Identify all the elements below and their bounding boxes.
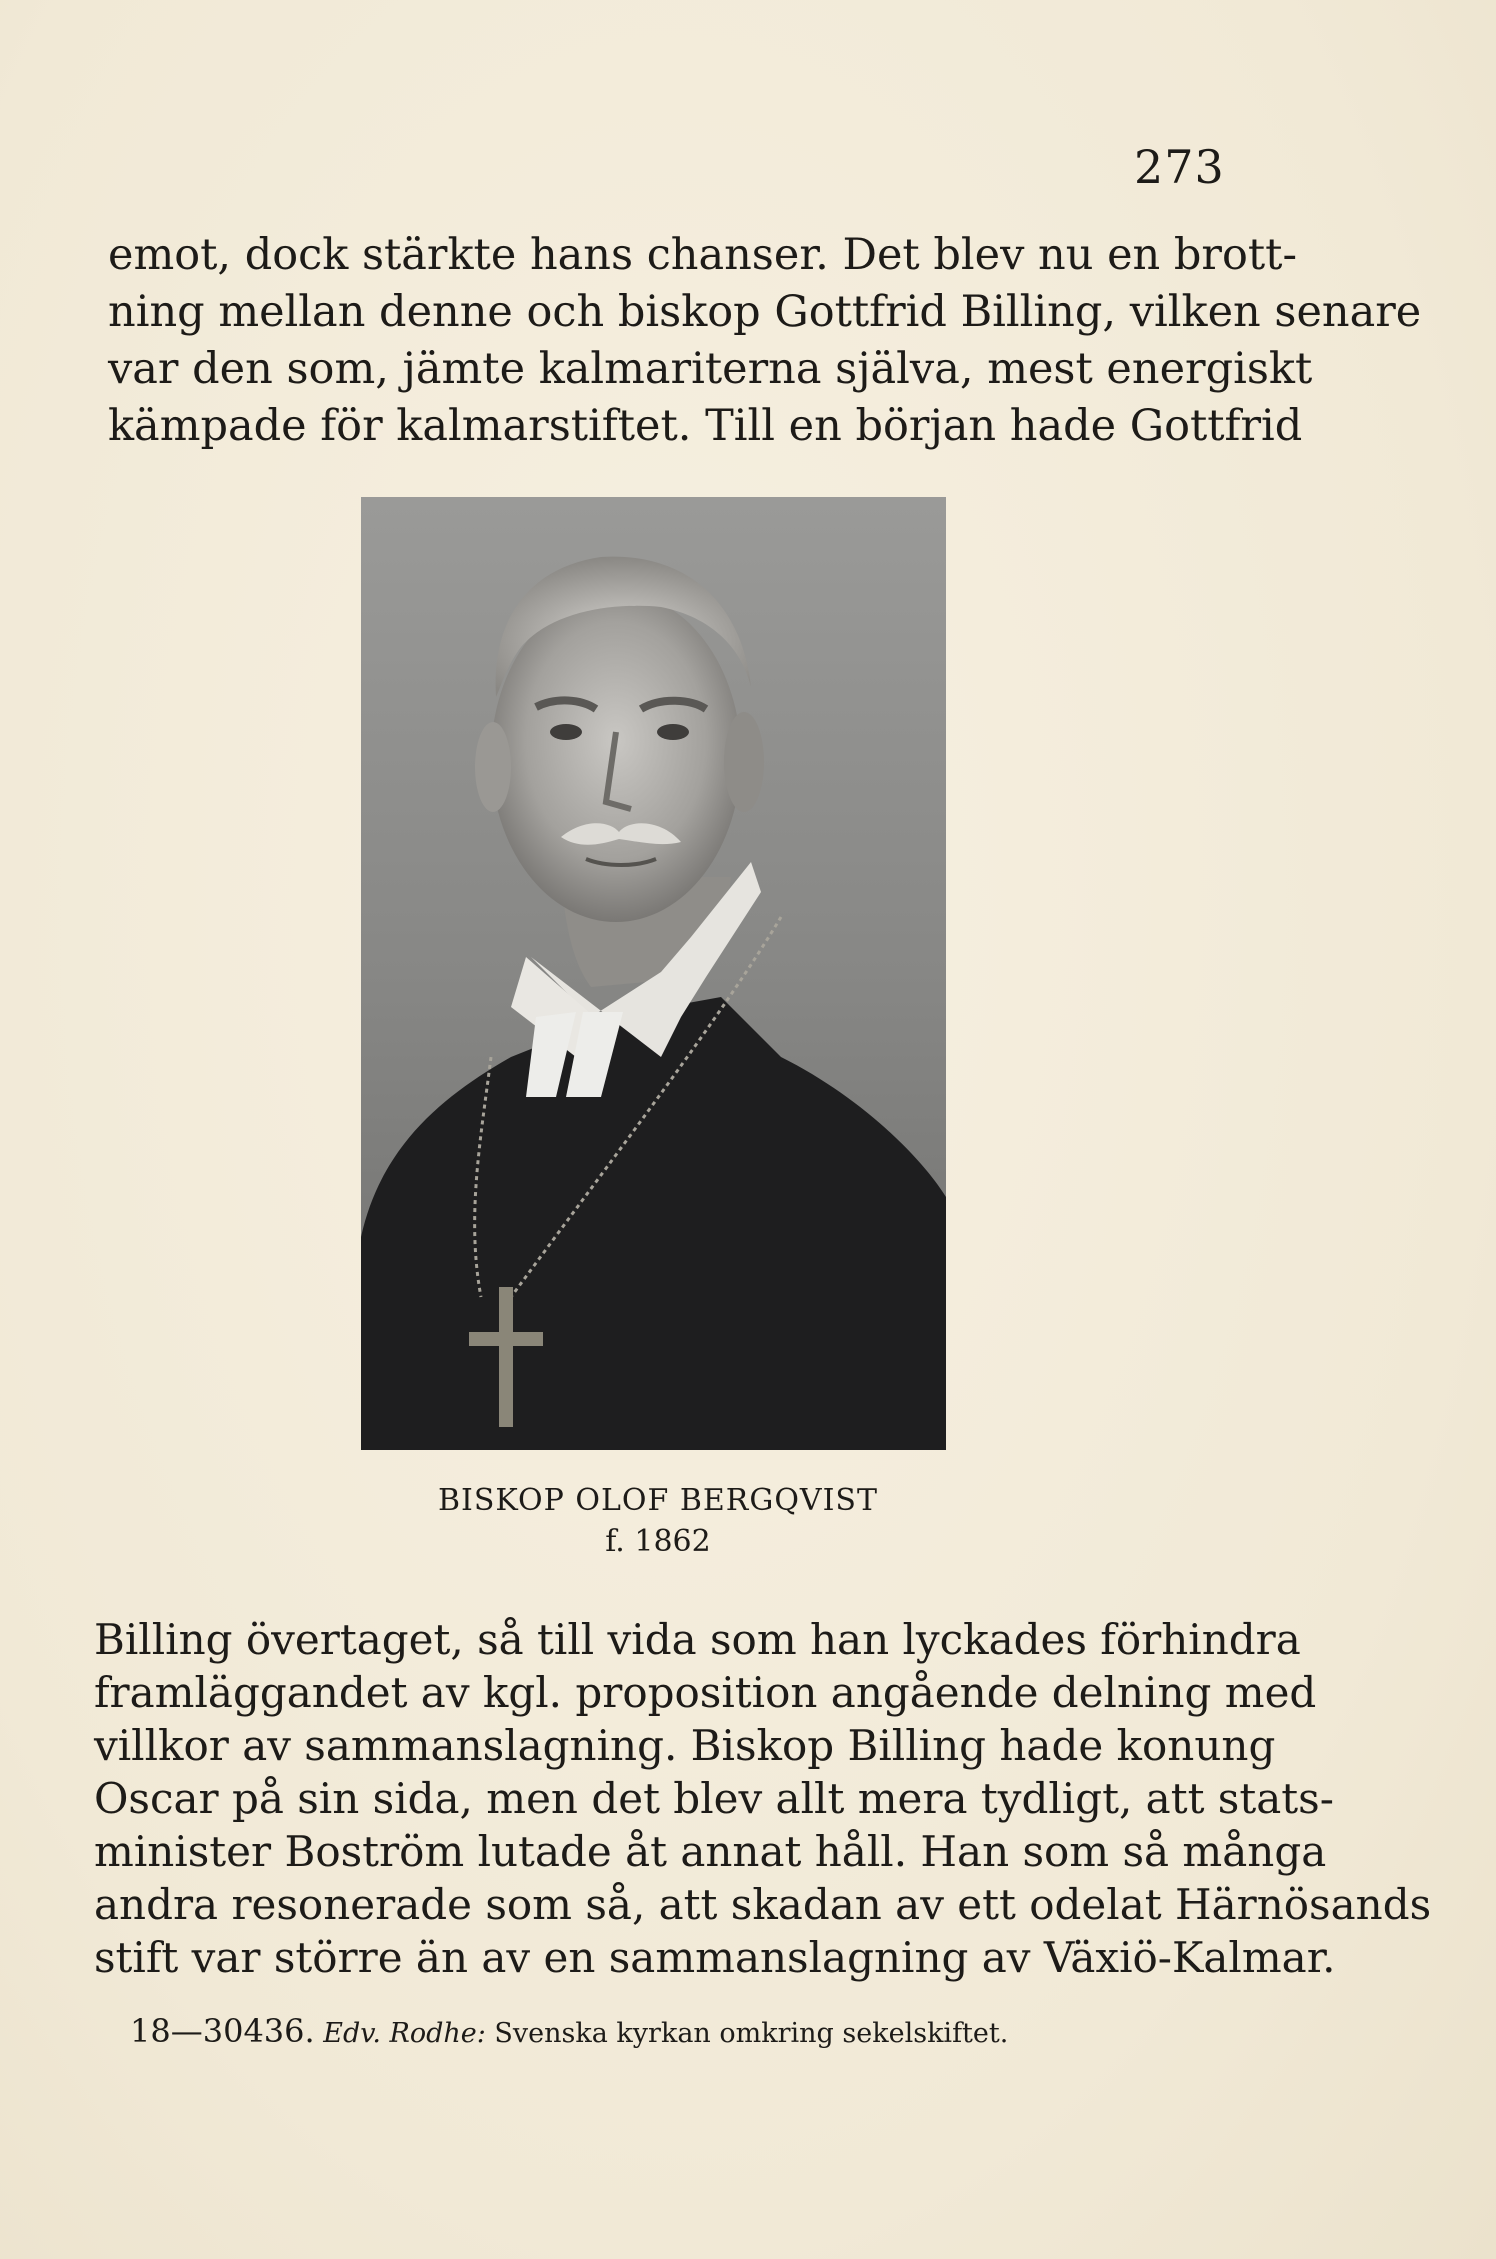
figure-caption-title: BISKOP OLOF BERGQVIST xyxy=(437,1483,878,1518)
figure-caption-sub: f. 1862 xyxy=(605,1524,711,1559)
text-line: var den som, jämte kalmariterna själva, mest energiskt xyxy=(108,344,1313,394)
text-line: framläggandet av kgl. proposition angående delning med xyxy=(94,1668,1317,1717)
portrait-photo xyxy=(361,497,946,1450)
text-line: andra resonerade som så, att skadan av ett odelat Härnösands xyxy=(94,1880,1432,1929)
text-line: emot, dock stärkte hans chanser. Det blev nu en brott- xyxy=(108,230,1297,280)
top-paragraph xyxy=(108,227,1422,455)
text-line: Oscar på sin sida, men det blev allt mera tydligt, att stats- xyxy=(94,1774,1334,1823)
footer-signature: 18—30436. xyxy=(130,2012,315,2050)
text-line: kämpade för kalmarstiftet. Till en början hade Gottfrid xyxy=(108,401,1303,451)
footer-signature-line xyxy=(130,2012,1008,2050)
bottom-paragraph xyxy=(94,1613,1432,1984)
page-number: 273 xyxy=(1134,140,1225,194)
text-line: stift var större än av en sammanslagning av Växiö-Kalmar. xyxy=(94,1933,1336,1982)
text-line: minister Boström lutade åt annat håll. Han som så många xyxy=(94,1827,1327,1876)
text-line: ning mellan denne och biskop Gottfrid Billing, vilken senare xyxy=(108,287,1422,337)
text-line: villkor av sammanslagning. Biskop Billing hade konung xyxy=(94,1721,1276,1770)
footer-author: Edv. Rodhe: xyxy=(323,2018,486,2049)
portrait-illustration xyxy=(361,497,946,1450)
text-line: Billing övertaget, så till vida som han lyckades förhindra xyxy=(94,1615,1301,1664)
footer-title: Svenska kyrkan omkring sekelskiftet. xyxy=(494,2018,1009,2049)
